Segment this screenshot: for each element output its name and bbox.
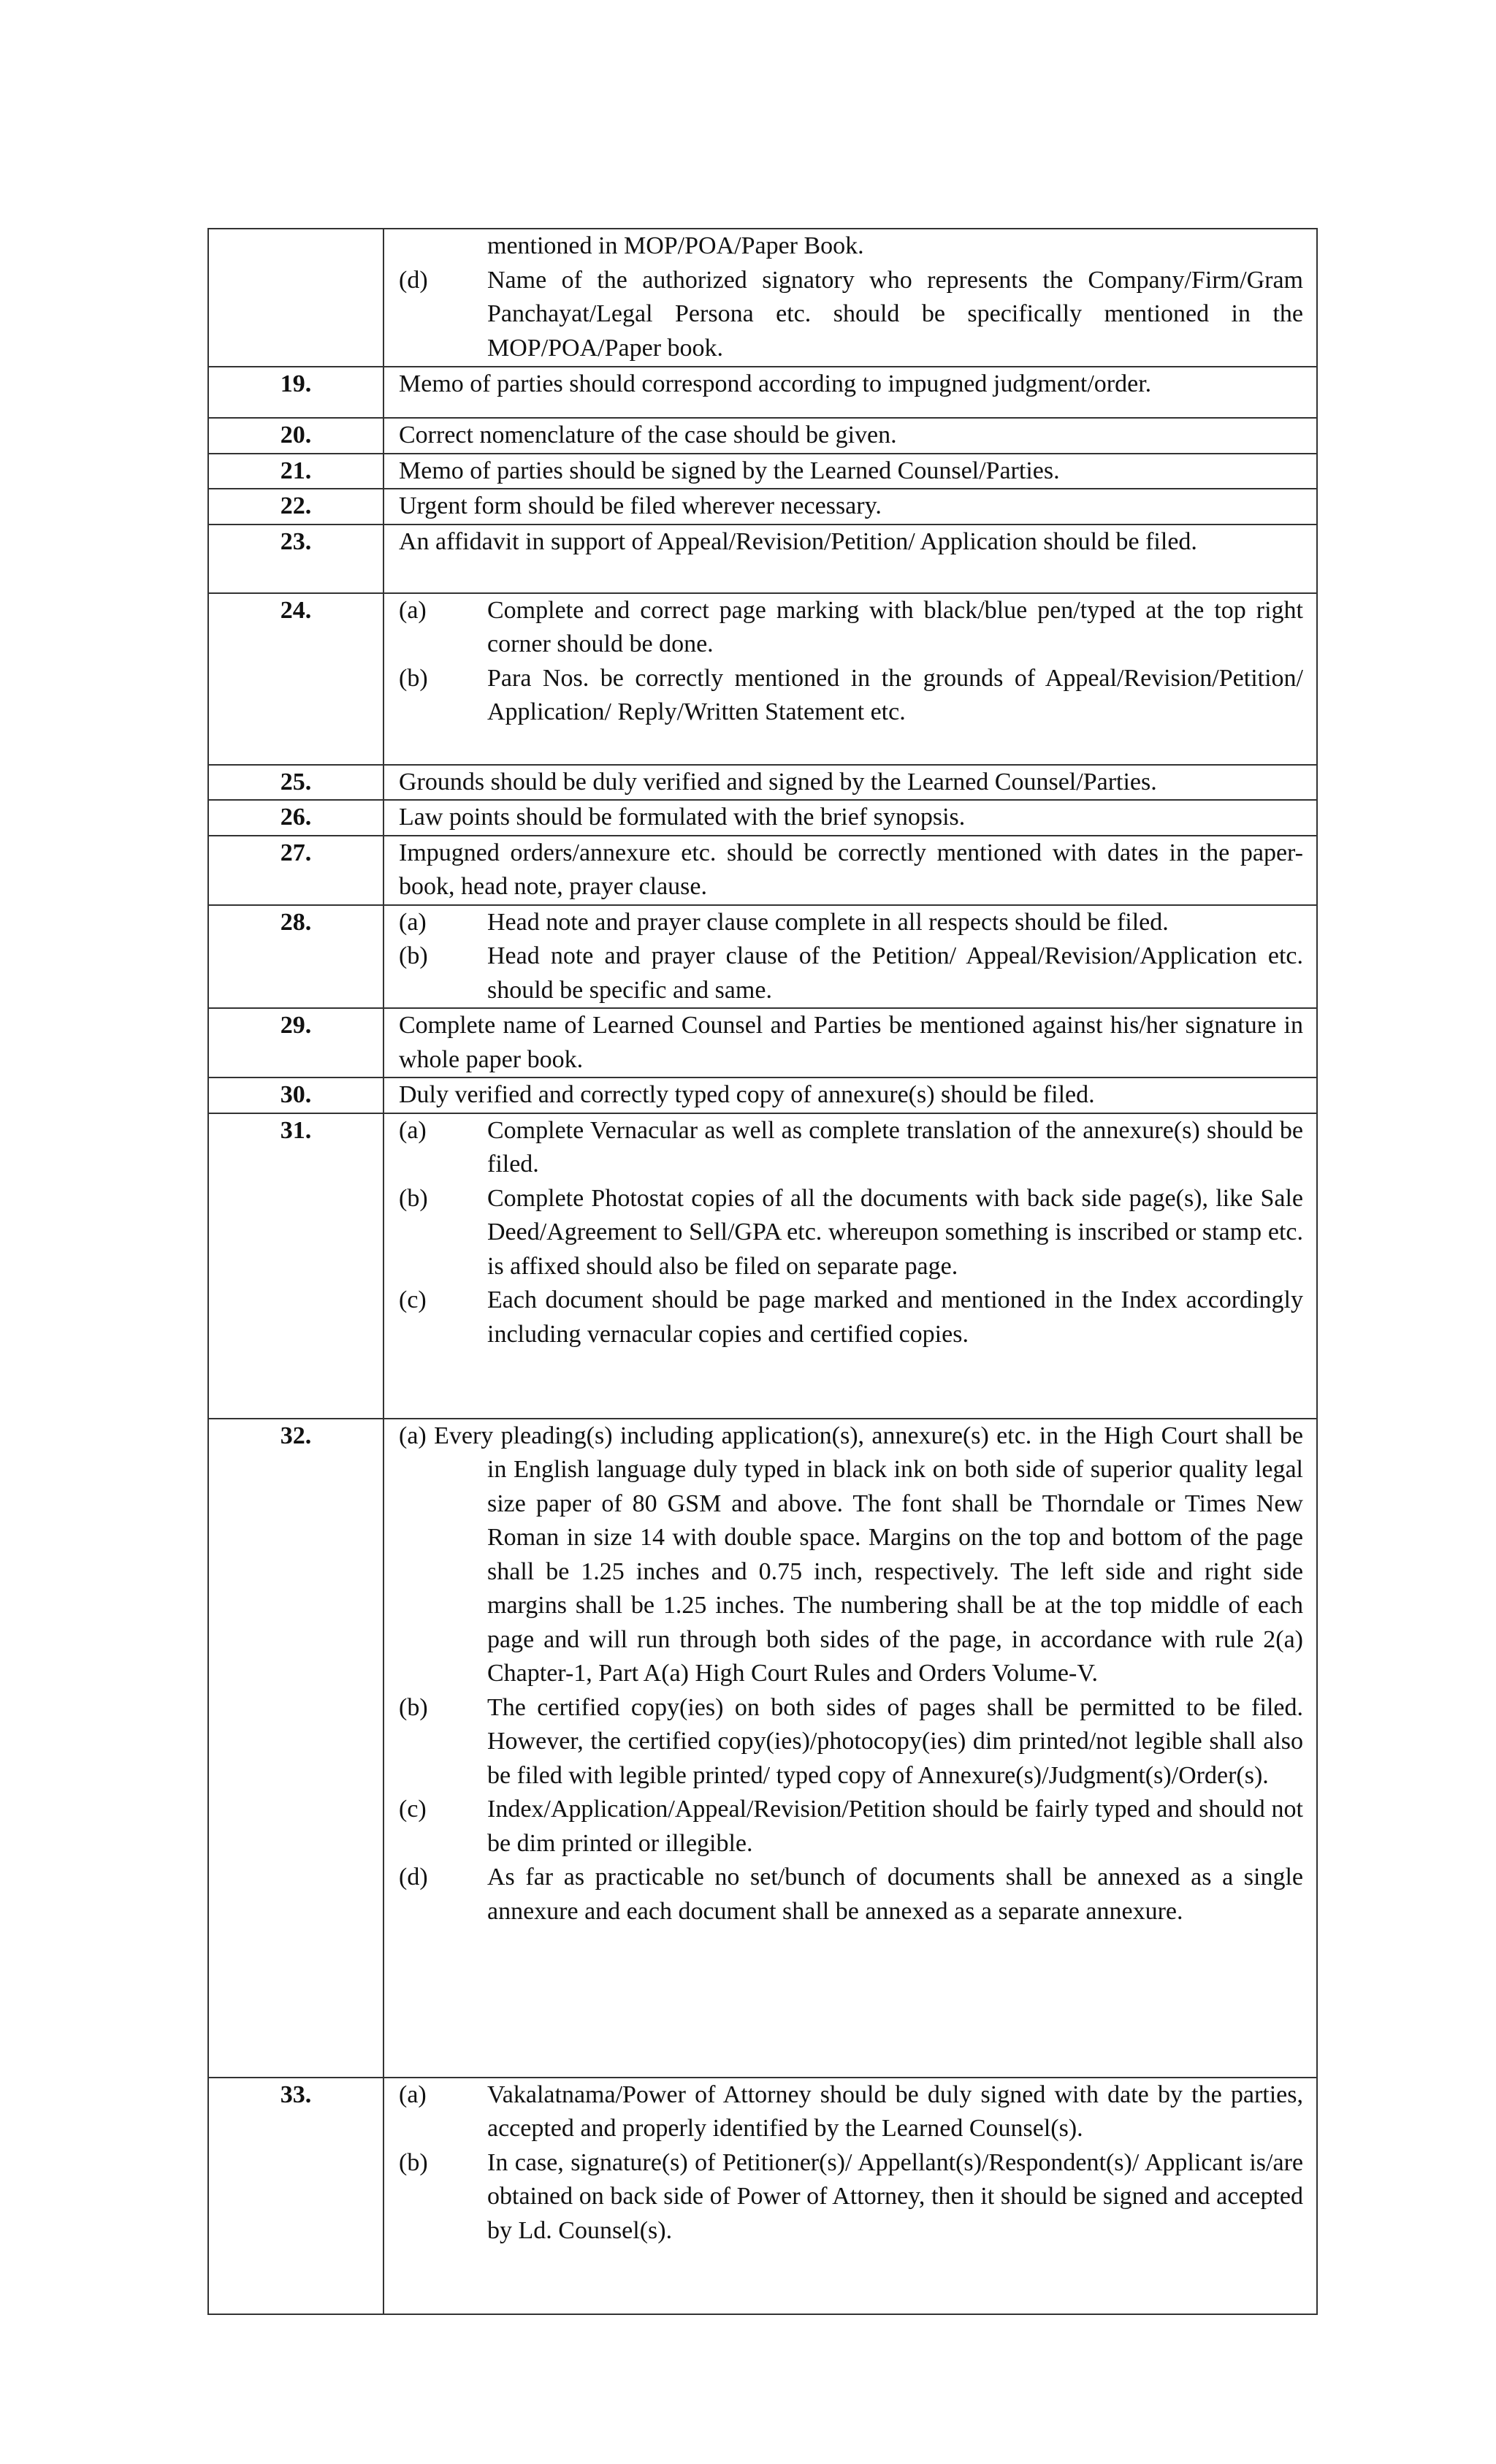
checklist-row [208, 1419, 1317, 2078]
item-number: 27. [208, 836, 383, 905]
item-number: 33. [208, 2078, 383, 2314]
sub-item [399, 1114, 1303, 1182]
sub-item-label: (c) [399, 1796, 427, 1823]
sub-item-text: The certified copy(ies) on both sides of pages shall be permitted to be filed. However, the certified copy(ies)/photocopy(ies) dim printed/not legible shall also be filed with legible printed/ typed copy of Annexure(s)/Judgment(s)/Order(s). [487, 1693, 1303, 1789]
sub-item [399, 1182, 1303, 1284]
sub-item-text: Complete Photostat copies of all the documents with back side page(s), like Sale Deed/Agreement to Sell/GPA etc. whereupon something is inscribed or stamp etc. is affixed should also be filed on separate page. [487, 1184, 1303, 1280]
sub-item-text: Head note and prayer clause complete in all respects should be filed. [487, 908, 1169, 936]
checklist-row [208, 525, 1317, 593]
item-number: 29. [208, 1008, 383, 1077]
item-content [383, 525, 1317, 593]
sub-item [399, 264, 1303, 366]
sub-item-label: (b) [399, 664, 428, 692]
checklist-row [208, 836, 1317, 905]
sub-item-label: (b) [399, 942, 428, 969]
sub-item [399, 1793, 1303, 1861]
item-content [383, 418, 1317, 454]
item-number: 24. [208, 593, 383, 765]
sub-item [399, 939, 1303, 1007]
item-text: Law points should be formulated with the brief synopsis. [399, 804, 966, 831]
item-text: Grounds should be duly verified and signed by the Learned Counsel/Parties. [399, 768, 1157, 796]
item-content [383, 905, 1317, 1009]
checklist-row [208, 1113, 1317, 1419]
item-content [383, 229, 1317, 367]
sub-item-text: Name of the authorized signatory who represents the Company/Firm/Gram Panchayat/Legal Persona etc. should be specifically mentioned in the MOP/POA/Paper book. [487, 266, 1303, 362]
checklist-body [208, 229, 1317, 2314]
checklist-row [208, 418, 1317, 454]
item-number: 19. [208, 367, 383, 418]
item-content [383, 836, 1317, 905]
checklist-row [208, 2078, 1317, 2314]
sub-item [399, 1284, 1303, 1351]
sub-item-text: Para Nos. be correctly mentioned in the grounds of Appeal/Revision/Petition/ Application/ Reply/Written Statement etc. [487, 664, 1303, 725]
checklist-row [208, 489, 1317, 525]
item-text: Impugned orders/annexure etc. should be correctly mentioned with dates in the paper-book, head note, prayer clause. [399, 839, 1303, 900]
sub-item-label: (a) [399, 1422, 427, 1449]
sub-item [399, 1691, 1303, 1793]
item-content [383, 2078, 1317, 2314]
sub-item-text: Head note and prayer clause of the Petition/ Appeal/Revision/Application etc. should be specific and same. [487, 942, 1303, 1004]
item-number: 30. [208, 1077, 383, 1113]
item-content [383, 1113, 1317, 1419]
item-number: 23. [208, 525, 383, 593]
item-text: Duly verified and correctly typed copy of annexure(s) should be filed. [399, 1081, 1095, 1108]
checklist-document [207, 228, 1318, 2315]
sub-item-label: (b) [399, 1693, 428, 1721]
sub-item [399, 2078, 1303, 2146]
sub-item-label: (d) [399, 1864, 428, 1891]
item-content [383, 1419, 1317, 2078]
checklist-row [208, 1008, 1317, 1077]
item-content [383, 1008, 1317, 1077]
sub-item-label: (a) [399, 596, 427, 624]
item-content [383, 1077, 1317, 1113]
sub-item-label: (b) [399, 1184, 428, 1212]
sub-item [399, 2146, 1303, 2249]
item-content [383, 367, 1317, 418]
sub-item [399, 662, 1303, 730]
checklist-row [208, 765, 1317, 801]
item-content [383, 454, 1317, 489]
item-content [383, 593, 1317, 765]
item-number: 20. [208, 418, 383, 454]
checklist-row [208, 800, 1317, 836]
checklist-row [208, 593, 1317, 765]
item-text: An affidavit in support of Appeal/Revision/Petition/ Application should be filed. [399, 527, 1197, 555]
checklist-row [208, 454, 1317, 489]
item-number: 25. [208, 765, 383, 801]
checklist-row [208, 905, 1317, 1009]
item-number [208, 229, 383, 367]
sub-item-text: Each document should be page marked and mentioned in the Index accordingly including vernacular copies and certified copies. [487, 1286, 1303, 1348]
item-content [383, 765, 1317, 801]
sub-item-label: (c) [399, 1286, 427, 1313]
item-number: 26. [208, 800, 383, 836]
sub-item-hanging [399, 1419, 1303, 1691]
sub-item-label: (a) [399, 2080, 427, 2108]
item-text: Memo of parties should be signed by the Learned Counsel/Parties. [399, 457, 1060, 484]
sub-item-label: (a) [399, 1116, 427, 1144]
sub-item-text: As far as practicable no set/bunch of documents shall be annexed as a single annexure and each document shall be annexed as a separate annexure. [487, 1864, 1303, 1925]
sub-item-label: (a) [399, 908, 427, 936]
item-text: Urgent form should be filed wherever necessary. [399, 492, 882, 519]
sub-item-text: Index/Application/Appeal/Revision/Petition should be fairly typed and should not be dim printed or illegible. [487, 1796, 1303, 1857]
continued-text: mentioned in MOP/POA/Paper Book. [487, 232, 864, 259]
sub-item-text: Vakalatnama/Power of Attorney should be duly signed with date by the parties, accepted and properly identified by the Learned Counsel(s). [487, 2080, 1303, 2142]
item-number: 22. [208, 489, 383, 525]
sub-item-label: (b) [399, 2148, 428, 2176]
item-number: 31. [208, 1113, 383, 1419]
sub-item-label: (d) [399, 266, 428, 294]
item-text: Correct nomenclature of the case should be given. [399, 422, 897, 449]
sub-item-text: Complete Vernacular as well as complete translation of the annexure(s) should be filed. [487, 1116, 1303, 1178]
sub-item [399, 594, 1303, 662]
checklist-row [208, 1077, 1317, 1113]
item-text: Memo of parties should correspond according to impugned judgment/order. [399, 370, 1152, 397]
item-number: 21. [208, 454, 383, 489]
sub-item-text: Every pleading(s) including application(s), annexure(s) etc. in the High Court shall be in English language duly typed in black ink on both side of superior quality legal size paper of 80 GSM and above. The font shall be Thorndale or Times New Roman in size 14 with double space. Margins on the top and bottom of the page shall be 1.25 inches and 0.75 inch, respectively. The left side and right side margins shall be 1.25 inches. The numbering shall be at the top middle of each page and will run through both sides of the page, in accordance with rule 2(a) Chapter-1, Part A(a) High Court Rules and Orders Volume-V. [434, 1422, 1303, 1687]
sub-item [399, 906, 1303, 940]
item-number: 32. [208, 1419, 383, 2078]
item-content [383, 489, 1317, 525]
item-number: 28. [208, 905, 383, 1009]
checklist-row [208, 367, 1317, 418]
item-text: Complete name of Learned Counsel and Parties be mentioned against his/her signature in whole paper book. [399, 1012, 1303, 1073]
sub-item [399, 1861, 1303, 1929]
sub-item-text: Complete and correct page marking with black/blue pen/typed at the top right corner should be done. [487, 596, 1303, 657]
checklist-table [207, 228, 1318, 2315]
sub-item-text: In case, signature(s) of Petitioner(s)/ Appellant(s)/Respondent(s)/ Applicant is/are obtained on back side of Power of Attorney, then it should be signed and accepted by Ld. Counsel(s). [487, 2148, 1303, 2244]
item-content [383, 800, 1317, 836]
checklist-row [208, 229, 1317, 367]
